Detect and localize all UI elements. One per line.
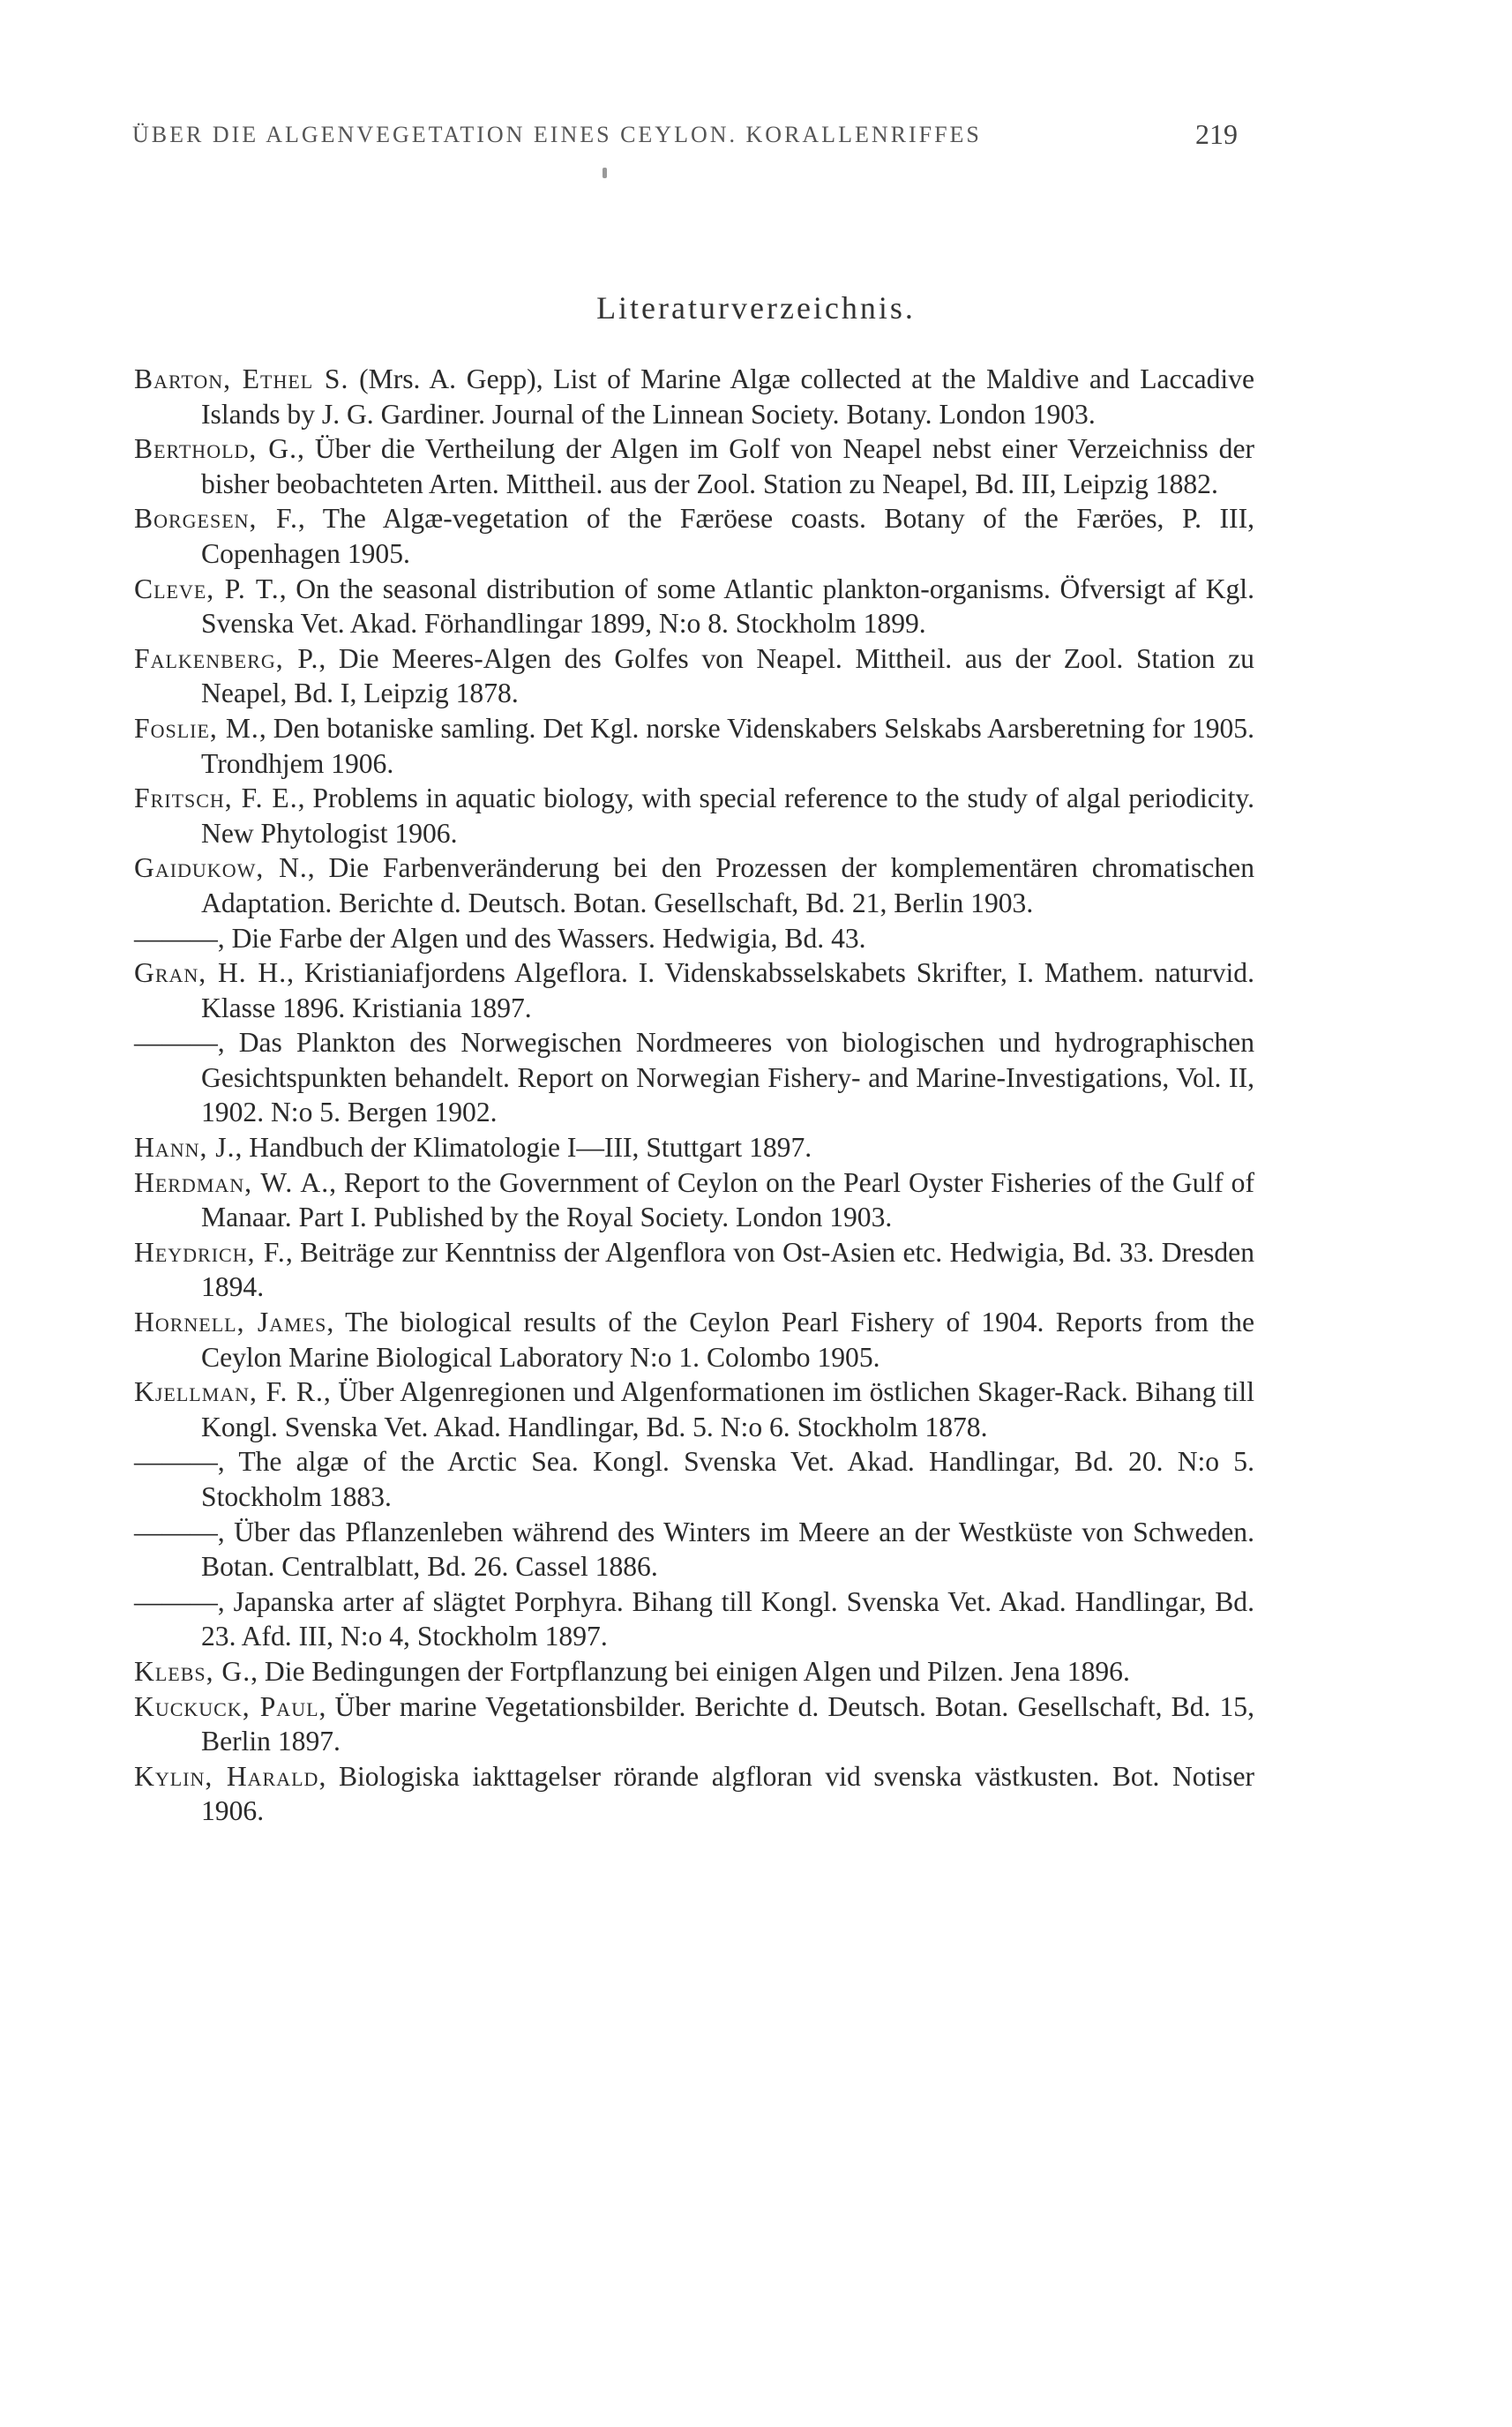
reference-text: , Problems in aquatic biology, with special reference to the study of algal periodicity. New Phytologist 1906. [201, 783, 1254, 849]
reference-entry [134, 1305, 1254, 1375]
reference-entry [134, 1165, 1254, 1235]
reference-text: , Die Farbenveränderung bei den Prozessen der komplementären chromatischen Adaptation. Berichte d. Deutsch. Botan. Gesellschaft, Bd. 21, Berlin 1903. [201, 852, 1254, 918]
reference-text: , Beiträge zur Kenntniss der Algenflora von Ost-Asien etc. Hedwigia, Bd. 33. Dresden 1894. [201, 1236, 1254, 1303]
reference-entry [134, 711, 1254, 781]
reference-text: (Mrs. A. Gepp), List of Marine Algæ collected at the Maldive and Laccadive Islands by J. G. Gardiner. Journal of the Linnean Society. Botany. London 1903. [201, 363, 1255, 430]
reference-entry [134, 1654, 1254, 1689]
reference-author: Heydrich, F. [134, 1236, 286, 1268]
reference-author: Kjellman, F. R. [134, 1376, 324, 1408]
reference-text: , Über die Vertheilung der Algen im Golf von Neapel nebst einer Verzeichniss der bisher beobachteten Arten. Mittheil. aus der Zool. Station zu Neapel, Bd. III, Leipzig 1882. [201, 433, 1254, 499]
reference-author: Gaidukow, N. [134, 852, 308, 884]
reference-text: , Den botaniske samling. Det Kgl. norske Videnskabers Selskabs Aarsberetning for 1905. Trondhjem 1906. [201, 712, 1254, 779]
running-head: ÜBER DIE ALGENVEGETATION EINES CEYLON. KORALLENRIFFES [132, 122, 982, 147]
section-title: Literaturverzeichnis. [596, 290, 916, 326]
reference-entry [134, 362, 1254, 431]
reference-entry [134, 1689, 1254, 1759]
reference-entry [134, 1444, 1254, 1514]
reference-entry [134, 1584, 1254, 1654]
reference-author: Falkenberg, P. [134, 642, 319, 674]
reference-author: Kylin, Harald [134, 1760, 319, 1792]
reference-author: Cleve, P. T. [134, 573, 280, 604]
reference-text: , Die Bedingungen der Fortpflanzung bei einigen Algen und Pilzen. Jena 1896. [251, 1655, 1130, 1687]
reference-text: , Report to the Government of Ceylon on the Pearl Oyster Fisheries of the Gulf of Manaar. Part I. Published by the Royal Society. London 1903. [201, 1166, 1254, 1233]
reference-text: , The biological results of the Ceylon Pearl Fishery of 1904. Reports from the Ceylon Marine Biological Laboratory N:o 1. Colombo 1905. [201, 1307, 1254, 1373]
reference-author: Gran, H. H. [134, 957, 288, 989]
reference-text: , Über marine Vegetationsbilder. Berichte d. Deutsch. Botan. Gesellschaft, Bd. 15, Berlin 1897. [201, 1690, 1255, 1757]
reference-text: ———, Das Plankton des Norwegischen Nordmeeres von biologischen und hydrographischen Gesichtspunkten behandelt. Report on Norwegian Fishery- and Marine-Investigations, Vol. II, 1902. N:o 5. Bergen 1902. [134, 1027, 1254, 1128]
reference-entry [134, 781, 1254, 850]
reference-list [134, 362, 1254, 1829]
reference-author: Kuckuck, Paul [134, 1690, 319, 1722]
reference-entry [134, 955, 1254, 1025]
reference-text: , Die Meeres-Algen des Golfes von Neapel. Mittheil. aus der Zool. Station zu Neapel, Bd. I, Leipzig 1878. [201, 642, 1254, 709]
reference-author: Foslie, M. [134, 712, 259, 744]
reference-text: , Handbuch der Klimatologie I—III, Stuttgart 1897. [235, 1132, 812, 1164]
reference-author: Herdman, W. A. [134, 1166, 330, 1198]
reference-entry [134, 850, 1254, 920]
reference-text: ———, Die Farbe der Algen und des Wassers. Hedwigia, Bd. 43. [134, 922, 866, 954]
reference-entry [134, 1235, 1254, 1305]
reference-author: Berthold, G. [134, 433, 297, 465]
reference-entry [134, 641, 1254, 711]
reference-entry [134, 921, 1254, 956]
reference-entry [134, 1025, 1254, 1130]
reference-text: ———, Über das Pflanzenleben während des Winters im Meere an der Westküste von Schweden. Botan. Centralblatt, Bd. 26. Cassel 1886. [134, 1516, 1254, 1583]
reference-text: , Biologiska iakttagelser rörande algfloran vid svenska västkusten. Bot. Notiser 1906. [201, 1760, 1255, 1827]
reference-author: Barton, Ethel S. [134, 363, 349, 394]
page-number: 219 [1195, 118, 1238, 150]
reference-text: ———, The algæ of the Arctic Sea. Kongl. Svenska Vet. Akad. Handlingar, Bd. 20. N:o 5. Stockholm 1883. [134, 1446, 1254, 1512]
reference-entry [134, 572, 1254, 641]
reference-text: , Über Algenregionen und Algenformationen im östlichen Skager-Rack. Bihang till Kongl. Svenska Vet. Akad. Handlingar, Bd. 5. N:o 6. Stockholm 1878. [201, 1376, 1254, 1442]
reference-text: , The Algæ-vegetation of the Færöese coasts. Botany of the Færöes, P. III, Copenhagen 1905. [201, 503, 1254, 569]
reference-entry [134, 1515, 1254, 1584]
reference-entry [134, 1130, 1254, 1165]
reference-entry [134, 431, 1254, 501]
reference-author: Hann, J. [134, 1132, 236, 1164]
reference-author: Klebs, G. [134, 1655, 251, 1687]
reference-entry [134, 501, 1254, 571]
reference-text: , Kristianiafjordens Algeflora. I. Videnskabsselskabets Skrifter, I. Mathem. naturvid. Klasse 1896. Kristiania 1897. [201, 957, 1255, 1023]
print-mark [603, 168, 607, 178]
reference-author: Hornell, James [134, 1307, 327, 1338]
reference-text: , On the seasonal distribution of some Atlantic plankton-organisms. Öfversigt af Kgl. Svenska Vet. Akad. Förhandlingar 1899, N:o 8. Stockholm 1899. [201, 573, 1254, 640]
reference-text: ———, Japanska arter af slägtet Porphyra. Bihang till Kongl. Svenska Vet. Akad. Handlingar, Bd. 23. Afd. III, N:o 4, Stockholm 1897. [134, 1585, 1254, 1652]
reference-author: Fritsch, F. E. [134, 783, 298, 814]
reference-author: Borgesen, F. [134, 503, 298, 535]
reference-entry [134, 1375, 1254, 1444]
reference-entry [134, 1759, 1254, 1829]
